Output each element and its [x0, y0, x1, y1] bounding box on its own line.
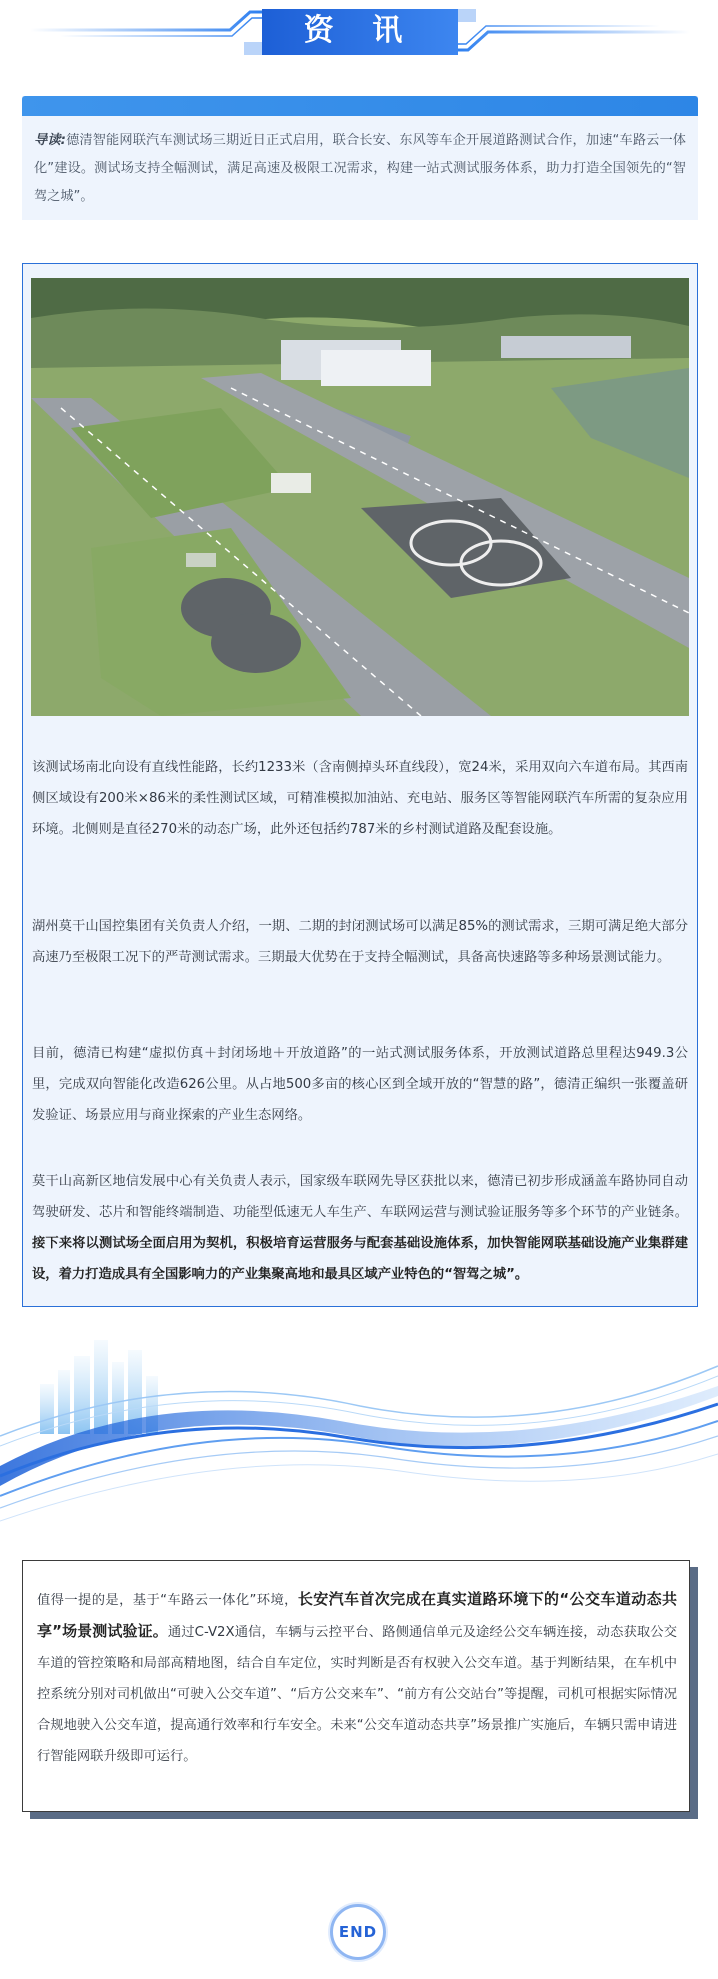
header-banner — [0, 0, 718, 70]
highlight-bold: 长安汽车首次完成在真实道路环境下的“公交车道动态共享”场景测试验证。 — [37, 1590, 677, 1640]
highlight-card — [22, 1560, 690, 1812]
intro-top-bar — [22, 96, 698, 116]
paragraph-4-bold-text: 接下来将以测试场全面启用为契机，积极培育运营服务与配套基础设施体系，加快智能网联基础设施产业集群建设，着力打造成具有全国影响力的产业集聚高地和最具区域产业特色的“智驾之城”。 — [32, 1236, 688, 1282]
highlight-text — [37, 1584, 677, 1772]
highlight-body: 通过C-V2X通信，车辆与云控平台、路侧通信单元及途经公交车辆连接，动态获取公交车道的管控策略和局部高精地图，结合自车定位，实时判断是否有权驶入公交车道。基于判断结果，在车机中控系统分别对司机做出“可驶入公交车道”、“后方公交来车”、“前方有公交站台”等提醒，司机可根据实际情况合规地驶入公交车道，提高通行效率和行车安全。未来“公交车道动态共享”场景推广实施后，车辆只需申请进行智能网联升级即可运行。 — [37, 1625, 678, 1764]
section-title: 资 讯 — [303, 13, 417, 48]
end-label: END — [338, 1923, 378, 1941]
intro-label: 导读: — [34, 133, 66, 148]
article-paragraph-4 — [32, 1166, 688, 1290]
test-field-aerial-photo — [31, 278, 689, 716]
intro-text — [34, 127, 686, 211]
article-paragraph-3: 目前，德清已构建“虚拟仿真＋封闭场地＋开放道路”的一站式测试服务体系，开放测试道路总里程达949.3公里，完成双向智能化改造626公里。从占地500多亩的核心区到全域开放的“智慧的路”，德清正编织一张覆盖研发验证、场景应用与商业探索的产业生态网络。 — [32, 1046, 688, 1123]
article-box — [22, 263, 698, 1307]
highlight-lead: 值得一提的是，基于“车路云一体化”环境， — [37, 1593, 298, 1608]
wave-decoration — [0, 1326, 718, 1526]
end-badge-icon — [330, 1904, 386, 1960]
paragraph-4-text: 莫干山高新区地信发展中心有关负责人表示，国家级车联网先导区获批以来，德清已初步形成涵盖车路协同自动驾驶研发、芯片和智能终端制造、功能型低速无人车生产、车联网运营与测试验证服务等多个环节的产业链条。 — [32, 1174, 688, 1220]
article-paragraph-1: 该测试场南北向设有直线性能路，长约1233米（含南侧掉头环直线段），宽24米，采用双向六车道布局。其西南侧区域设有200米×86米的柔性测试区域，可精准模拟加油站、充电站、服务区等智能网联汽车所需的复杂应用环境。北侧则是直径270米的动态广场，此外还包括约787米的乡村测试道路及配套设施。 — [32, 760, 688, 837]
article-paragraph-2: 湖州莫干山国控集团有关负责人介绍，一期、二期的封闭测试场可以满足85%的测试需求，三期可满足绝大部分高速乃至极限工况下的严苛测试需求。三期最大优势在于支持全幅测试，具备高快速路等多种场景测试能力。 — [32, 919, 688, 965]
intro-box — [22, 96, 698, 220]
intro-body: 德清智能网联汽车测试场三期近日正式启用，联合长安、东风等车企开展道路测试合作，加速“车路云一体化”建设。测试场支持全幅测试，满足高速及极限工况需求，构建一站式测试服务体系，助力打造全国领先的“智驾之城”。 — [34, 133, 686, 204]
